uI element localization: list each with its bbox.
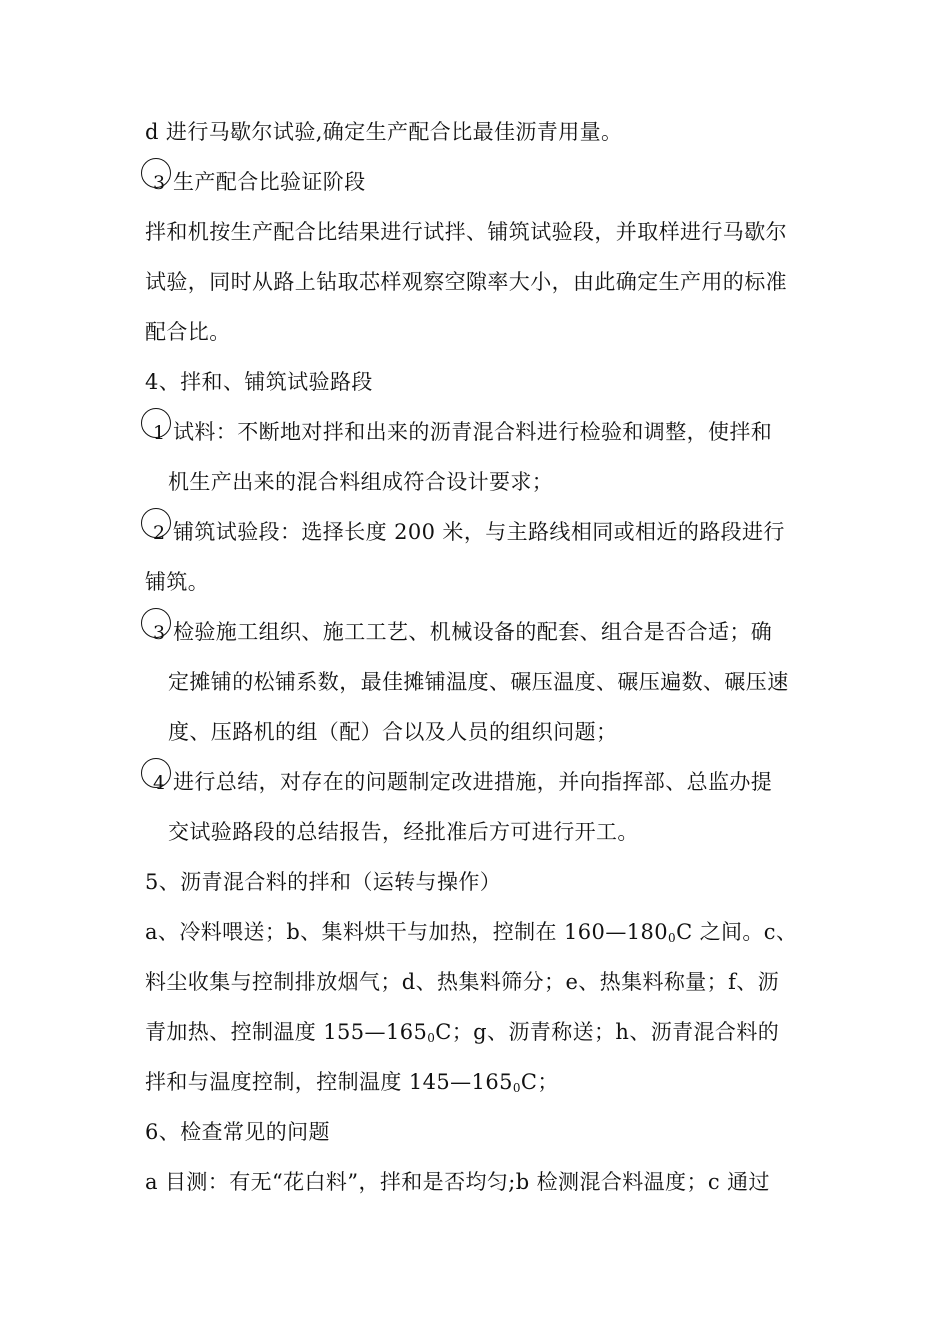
text-line: 1 试料：不断地对拌和出来的沥青混合料进行检验和调整，使拌和	[145, 418, 810, 447]
section-heading: 4、拌和、铺筑试验路段	[145, 370, 373, 394]
text-line: 交试验路段的总结报告，经批准后方可进行开工。	[168, 820, 639, 844]
text-line: 2 铺筑试验段：选择长度 200 米，与主路线相同或相近的路段进行	[145, 518, 810, 547]
text-line: 料尘收集与控制排放烟气；d、热集料筛分；e、热集料称量；f、沥	[145, 970, 780, 994]
section-heading: 5、沥青混合料的拌和（运转与操作）	[145, 870, 502, 894]
text-line: d 进行马歇尔试验,确定生产配合比最佳沥青用量。	[145, 120, 623, 144]
circled-number-2: 2	[145, 518, 167, 547]
text-line: 度、压路机的组（配）合以及人员的组织问题；	[168, 720, 618, 744]
text-line: 3 检验施工组织、施工工艺、机械设备的配套、组合是否合适；确	[145, 618, 810, 647]
circled-number-3: 3	[145, 168, 167, 197]
circled-number-1: 1	[145, 418, 167, 447]
text-line: a 目测：有无“花白料”，拌和是否均匀;b 检测混合料温度；c 通过	[145, 1170, 770, 1194]
circled-number-4: 4	[145, 768, 167, 797]
text-line: 3 生产配合比验证阶段	[145, 168, 810, 197]
text-line: 4 进行总结，对存在的问题制定改进措施，并向指挥部、总监办提	[145, 768, 810, 797]
text-line: 定摊铺的松铺系数，最佳摊铺温度、碾压温度、碾压遍数、碾压速	[168, 670, 789, 694]
text-line: 铺筑。	[145, 570, 210, 594]
text-line: 拌和机按生产配合比结果进行试拌、铺筑试验段，并取样进行马歇尔	[145, 220, 787, 244]
text-line: 试验，同时从路上钻取芯样观察空隙率大小，由此确定生产用的标准	[145, 270, 787, 294]
circled-number-3: 3	[145, 618, 167, 647]
text-line: 配合比。	[145, 320, 231, 344]
text-line: 拌和与温度控制，控制温度 $145—165_0C$；	[145, 1070, 559, 1095]
text-line: 机生产出来的混合料组成符合设计要求；	[168, 470, 554, 494]
text-line: a、冷料喂送；b、集料烘干与加热，控制在 $160—180_0C$ 之间。c、	[145, 920, 798, 945]
section-heading: 6、检查常见的问题	[145, 1120, 330, 1144]
text-line: 青加热、控制温度 $155—165_0C$；g、沥青称送；h、沥青混合料的	[145, 1020, 780, 1045]
